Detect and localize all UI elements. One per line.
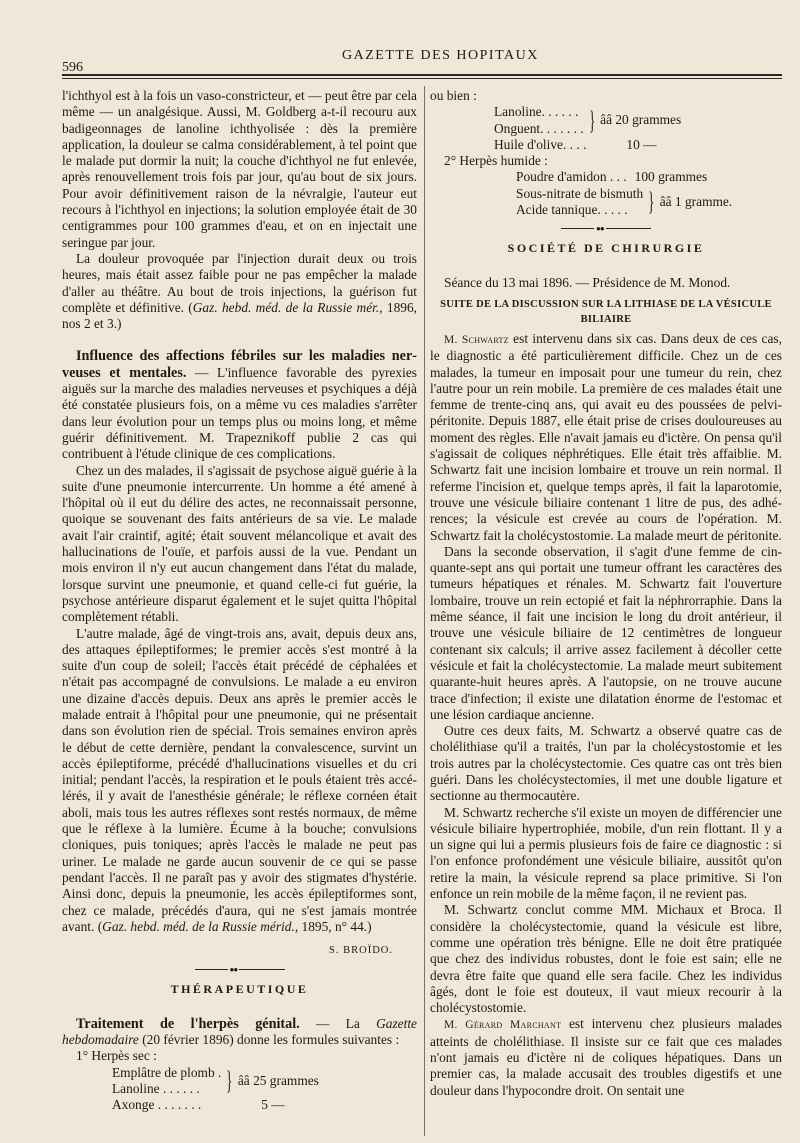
citation: Gaz. hebd. méd. de la Russie mérid. bbox=[102, 918, 295, 934]
brace-glyph: } bbox=[648, 187, 655, 217]
formula-herpes-humide: Poudre d'amidon . . . 100 grammes Sous-nitrate de bismuth Acide tannique. . . . . } ââ 1 gramme. bbox=[516, 169, 733, 218]
brace-glyph: } bbox=[588, 105, 596, 135]
formula-intro: ou bien : bbox=[430, 88, 477, 103]
paragraph-marchant: M. Gérard Marchant est intervenu chez plusieurs malades atteints de cholélithiase. Il insiste sur ce fait que ces malades n'ont jamais eu d'ictère ni de coliques hépatiques. Dans un premier cas, la malade accusait des troubles digestifs et une douleur dans l'hypocondre droit. On sentait une bbox=[430, 1016, 782, 1098]
paragraph-outre: Outre ces deux faits, M. Schwartz a observé quatre cas de cholélithiase qu'il a traités, l'un par la cholécystostomie et les trois autres par la cholécystectomie. Ces quatre cas ont très bien guéri. Dans les cholécystectomies, il met une double ligature et sectionne au thermocautère. bbox=[430, 723, 782, 804]
paragraph-seconde-observation: Dans la seconde observation, il s'agit d'une femme de cinquante-sept ans qui portait une tumeur offrant les caractères des tumeurs hépatiques et rénales. M. Schwartz fait l'ouverture lombaire, trouve un rein ectopié et fait la néphrorraphie. Dans la même séance, il fait une incision le long du droit antérieur, il trouve une vésicule biliaire de 12 centimètres de longueur contenant six calculs; il arrive assez facilement à décoller cette vésicule et fait la cholécystectomie. La malade meurt subitement quarante-huit heures après. A l'autopsie, on ne trouve aucune trace d'infection; il existe une dilatation énorme de l'estomac et une lésion cardiaque ancienne. bbox=[430, 543, 782, 722]
paragraph-conclusion: M. Schwartz conclut comme MM. Michaux et Broca. Il considère la cholécystectomie, quand la vésicule est libre, comme une opération très bénigne. Elle ne doit être pratiquée que chez des individus robustes, dont le foie est sain; elle ne devra être faite que quand elle sera facile. Chez les individus âgés, dont le foie est douteux, il vaut mieux recourir à la cholécystostomie. bbox=[430, 902, 782, 1016]
article-title: Traitement de l'herpès génital. bbox=[76, 1015, 300, 1032]
page-number: 596 bbox=[62, 60, 83, 75]
speaker-name: M. Schwartz bbox=[444, 333, 509, 346]
column-divider bbox=[424, 86, 425, 1136]
left-column bbox=[62, 88, 417, 1114]
page-header bbox=[62, 48, 782, 75]
author-signature: S. BROÏDO. bbox=[329, 945, 393, 957]
seance-line: Séance du 13 mai 1896. — Présidence de M. Monod. bbox=[444, 274, 731, 290]
ornament-divider bbox=[195, 965, 285, 973]
discussion-subheading: SUITE DE LA DISCUSSION SUR LA LITHIASE DE LA VÉSICULE BILIAIRE bbox=[440, 298, 772, 325]
formula-title: 1° Herpès sec : bbox=[76, 1048, 157, 1064]
article-title: Influence des affections fébriles sur les maladies nerveuses et mentales. bbox=[62, 348, 417, 381]
article-influence: Influence des affections fébriles sur les maladies nerveuses et mentales. — L'influence favorable des pyrexies aiguës sur la marche des maladies nerveuses et psychiques a déjà été constatée plusieurs fois, on a même vu ces maladies s'arrêter dans leur évolution pour un temps plus ou moins long, et même guérir définitivement. M. Trapeznikoff publie 2 cas qui contribuent à l'étude clinique de ces complications. bbox=[62, 348, 417, 462]
ornament-divider bbox=[561, 224, 651, 232]
paragraph-schwartz: M. Schwartz est intervenu dans six cas. Dans deux de ces cas, le diagnostic a été particulièrement difficile. Chez un de ces malades, la tumeur en imposait pour une tumeur du rein, chez l'autre pour un rein mobile. La première de ces malades était une femme de trente-cinq ans, qui avait eu des poussées de pelvi-péritonite. Depuis 1887, elle était prise de crises douloureuses au moment des règles. Elle n'avait jamais eu d'ictère. On pensa qu'il s'agissait de coliques néphrétiques. Elle était très affaiblie. M. Schwartz fait une incision lombaire et trouve un rein normal. Il referme l'incision et, quelque temps après, il fait la laparotomie, trouve une vésicule biliaire contenant 1 litre de pus, des adhérences; la vésicule est crevée au cours de l'opération. M. Schwartz fait la cholécystostomie. La malade meurt de péritonite. bbox=[430, 330, 782, 543]
formula-herpes-sec-alt: Lanoline. . . . . . Onguent. . . . . . . } ââ 20 grammes Huile d'olive. . . . 10 — bbox=[494, 104, 682, 152]
header-rule-thick bbox=[62, 74, 782, 76]
article-herpes: Traitement de l'herpès génital. — La Gazette hebdomadaire (20 février 1896) donne les formules suivantes : bbox=[62, 1015, 417, 1048]
paragraph-ichthyol: l'ichthyol est à la fois un vaso-constricteur, et — peut être par cela même — un analgésique. Aussi, M. Goldberg a-t-il recouru aux badigeonnages de lanoline ichthyolisée : dès la première application, la douleur se calma considérablement, à tel point que le malade put dormir la nuit; la couche d'ichthyol ne fut enlevée, après renouvellement trois fois par jour, qu'au bout de six jours. Pour avoir définitivement raison de la névralgie, l'auteur eut recours à l'ichthyol en injections; la solution employée était de 30 centigrammes pour 100 grammes d'eau, et on en injectait une seringue par jour. bbox=[62, 88, 417, 250]
brace-glyph: } bbox=[226, 1065, 233, 1095]
citation: Gaz. hebd. méd. de la Russie mér. bbox=[192, 299, 380, 315]
section-title-chirurgie: SOCIÉTÉ DE CHIRURGIE bbox=[507, 241, 705, 256]
formula-title: 2° Herpès humide : bbox=[444, 153, 548, 169]
right-column bbox=[430, 88, 782, 1099]
paragraph-case-two: L'autre malade, âgé de vingt-trois ans, avait, depuis deux ans, des attaques épileptiformes; le premier accès s'est montré à la suite d'un coup de soleil; l'accès était précédé de céphalées et n'était pas accompagné de convulsions. Le malade a eu environ une dizaine d'accès depuis. Deux ans après le premier accès le malade entrait à l'hôpital pour une pneumonie, qui ne présentait dans son évolution rien de spécial. Trois semaines environ après le début de cette dernière, pendant la convalescence, survint un accès épileptiforme, précédé d'hallucinations visuelles et du cri initial; pendant l'accès, la respiration et le pouls étaient très accélérés, il y avait de l'anesthésie générale; le réflexe cornéen était aboli, mais tous les autres réflexes sont restés normaux, de même que le réflexe à la lumière. Écume à la bouche; convulsions cloniques, puis toniques; après l'accès le malade ne peut pas uriner. Le malade ne garde aucun souvenir de ce qui se passe pendant l'accès. Il ne paraît pas y avoir des stigmates d'hystérie. Ainsi donc, depuis la pneumonie, les accès épileptiformes sont, chez ce malade, précédés d'aura, qui ne s'est jamais montrée avant. (Gaz. hebd. méd. de la Russie mérid., 1895, n° 44.) bbox=[62, 625, 417, 934]
citation: Gazette hebdomadaire bbox=[62, 1015, 417, 1048]
paragraph-recherche: M. Schwartz recherche s'il existe un moyen de différencier une vésicule biliaire hypertrophiée, mobile, d'un rein flottant. Il y a un signe qui lui a permis plusieurs fois de faire ce diagnostic : si l'on enfonce profondément une vésicule biliaire, aussitôt qu'on retire la main, la vésicule reprend sa place primitive. Si l'on enfonce un rein mobile de la même façon, il ne revient pas. bbox=[430, 804, 782, 902]
formula-herpes-sec: Emplâtre de plomb . Lanoline . . . . . . } ââ 25 grammes Axonge . . . . . . . 5 — bbox=[112, 1064, 319, 1113]
speaker-name: M. Gérard Marchant bbox=[444, 1019, 562, 1032]
header-rule-thin bbox=[62, 78, 782, 79]
section-title-therapeutique: THÉRAPEUTIQUE bbox=[170, 982, 309, 997]
journal-title: GAZETTE DES HOPITAUX bbox=[342, 48, 539, 63]
paragraph-case-one: Chez un des malades, il s'agissait de psychose aiguë guérie à la suite d'une pneumonie intercurrente. Un homme a été amené à l'hôpital où il eut du délire des actes, ne reconnaissait personne, quoique se souvenant des faits antérieurs de sa vie. Le malade avait l'air craintif, agité; était souvent mélancolique et avait des hallucinations de l'ouïe, et parfois aussi de la vue. Pendant un mois environ il n'y eut aucun changement dans l'état du malade, lorsque survint une pneumonie, et quand celle-ci fut guérie, la psychose antérieure disparut également et le sujet quitta l'hôpital complètement rétabli. bbox=[62, 462, 417, 625]
paragraph-douleur: La douleur provoquée par l'injection durait deux ou trois heures, mais était assez faible pour ne pas empêcher la malade d'aller au théâtre. Au bout de trois injections, la guérison fut complète et définitive. (Gaz. hebd. méd. de la Russie mér., 1896, nos 2 et 3.) bbox=[62, 250, 418, 332]
